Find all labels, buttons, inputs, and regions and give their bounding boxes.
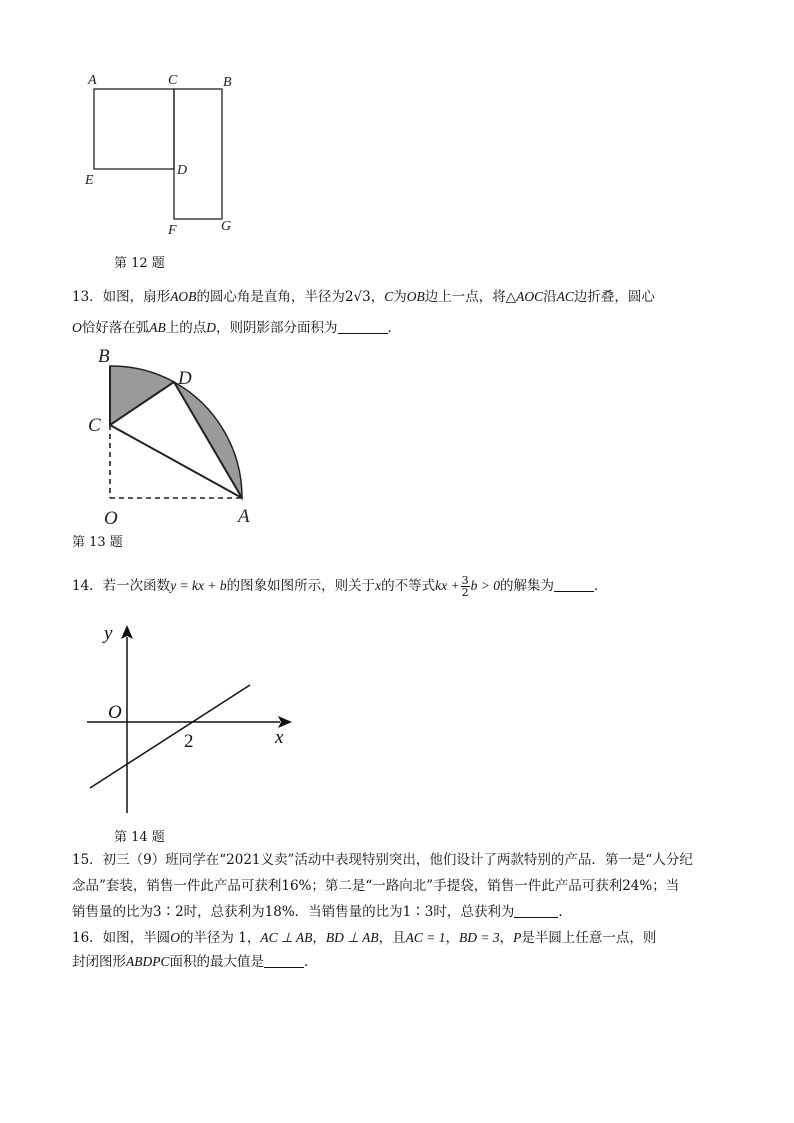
label-x: x [275, 727, 284, 748]
rect-cbgf [174, 89, 222, 219]
label-E: E [85, 173, 94, 188]
q14-figure [80, 615, 300, 820]
label-D: D [177, 163, 188, 178]
label-G: G [221, 219, 232, 234]
q12-caption: 第 12 题 [114, 256, 165, 271]
q15-line-1: 15．初三（9）班同学在“2021义卖”活动中表现特别突出，他们设计了两款特别的产品．第一是“人分纪 [72, 852, 693, 868]
q15-line-2: 念品”套装，销售一件此产品可获利16%；第二是“一路向北”手提袋，销售一件此产品可获利24%；当 [72, 878, 680, 894]
segment-da [174, 382, 242, 498]
answer-blank [554, 577, 594, 592]
radius-value: 2√3 [344, 289, 371, 305]
label-B: B [223, 75, 232, 90]
answer-blank [264, 953, 304, 968]
label-2: 2 [184, 731, 194, 752]
q13-caption: 第 13 题 [72, 535, 123, 550]
square-acde [94, 89, 174, 169]
function-line [90, 685, 250, 788]
q14-line: 14．若一次函数y = kx + b的图象如图所示，则关于x的不等式kx + $\frac{3}{2}$ b > 0的解集为 ． [72, 574, 608, 599]
label-A: A [238, 506, 250, 527]
label-O: O [108, 702, 122, 723]
fraction-three-halves: $\frac{3}{2}$ [461, 574, 469, 599]
q16-line-2: 封闭图形ABDPC面积的最大值是 ． [72, 954, 318, 970]
y-axis-arrow [121, 625, 133, 639]
label-y: y [104, 623, 113, 644]
label-B: B [98, 346, 110, 367]
label-F: F [168, 223, 177, 238]
q12-figure [80, 70, 250, 245]
label-D: D [178, 368, 192, 389]
q16-line-1: 16．如图，半圆O的半径为 1，AC ⊥ AB，BD ⊥ AB，且AC = 1，BD = 3，P是半圆上任意一点，则 [72, 930, 657, 946]
q13-line-1: 13．如图，扇形AOB的圆心角是直角，半径为2√3，C为OB边上一点，将△AOC沿AC边折叠，圆心 [72, 289, 655, 305]
q13-line-2: O恰好落在弧AB上的点D，则阴影部分面积为 ． [72, 320, 401, 336]
q13-figure [78, 340, 278, 530]
label-O: O [104, 508, 118, 529]
q15-line-3: 销售量的比为3∶2时，总获利为18%．当销售量的比为1∶3时，总获利为 ． [72, 904, 572, 920]
function-equation: y = kx + b [170, 578, 227, 593]
label-A: A [88, 73, 97, 88]
q14-caption: 第 14 题 [114, 830, 165, 845]
answer-blank [514, 903, 558, 918]
shaded-region-bcd [110, 366, 174, 425]
label-C: C [168, 73, 178, 88]
answer-blank [338, 319, 388, 334]
label-C: C [88, 415, 101, 436]
